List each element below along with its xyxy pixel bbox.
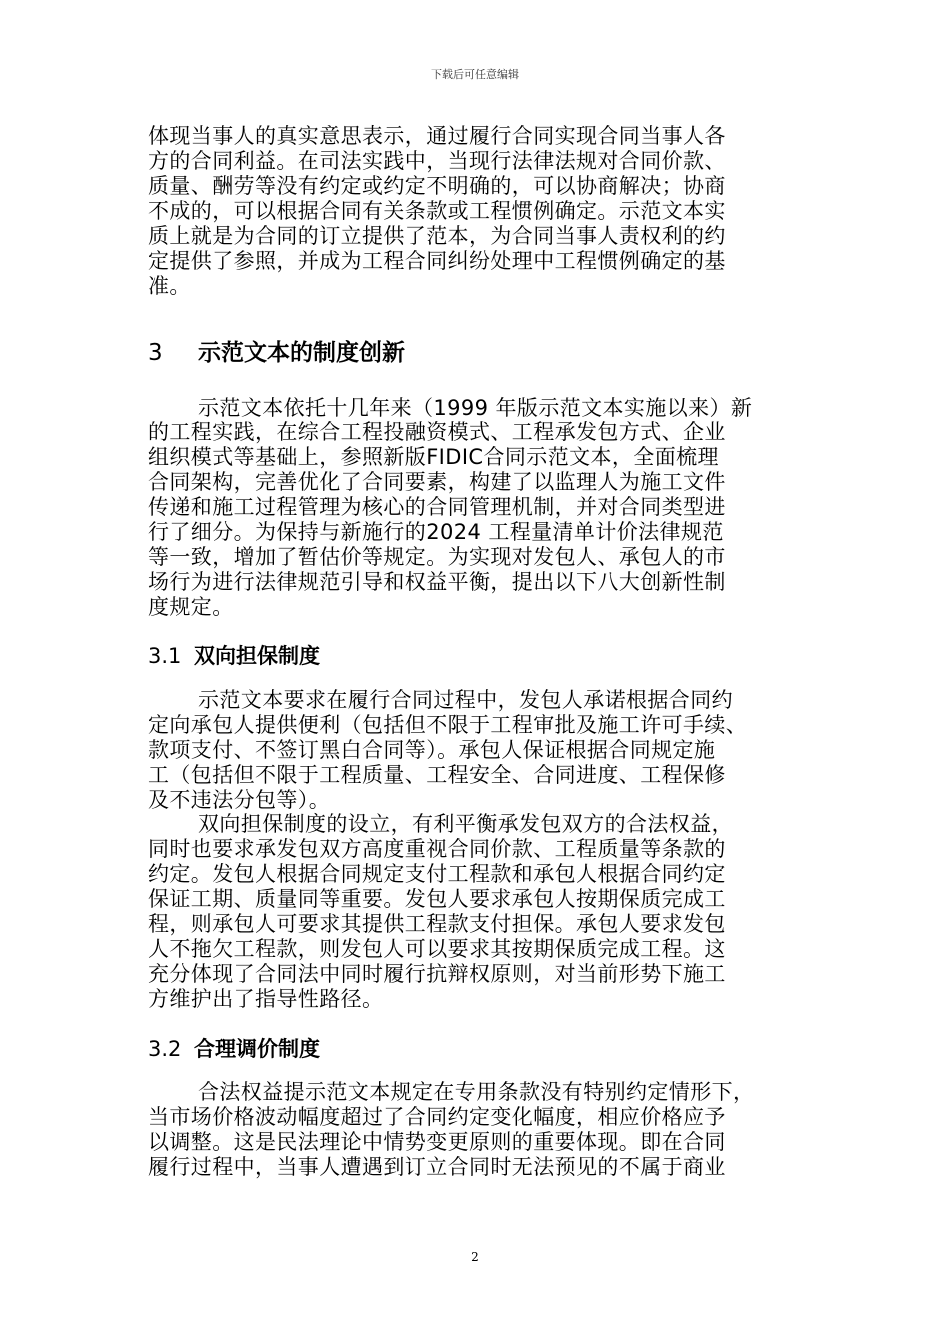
intro-line: 质量、酬劳等没有约定或约定不明确的，可以协商解决；协商 bbox=[148, 174, 726, 198]
section-number: 3.2 bbox=[148, 1037, 182, 1061]
section-heading-3-2 bbox=[148, 1033, 320, 1063]
intro-line: 准。 bbox=[148, 274, 191, 298]
body-line: 等一致，增加了暂估价等规定。为实现对发包人、承包人的市 bbox=[148, 545, 726, 569]
section-heading-3-1 bbox=[148, 640, 320, 670]
body-line: 方维护出了指导性路径。 bbox=[148, 987, 384, 1011]
body-line: 传递和施工过程管理为核心的合同管理机制，并对合同类型进 bbox=[148, 495, 726, 519]
intro-line: 方的合同利益。在司法实践中，当现行法律法规对合同价款、 bbox=[148, 149, 726, 173]
intro-line: 定提供了参照，并成为工程合同纠纷处理中工程惯例确定的基 bbox=[148, 249, 726, 273]
page-number: 2 bbox=[471, 1250, 479, 1264]
body-line: 合同架构，完善优化了合同要素，构建了以监理人为施工文件 bbox=[148, 470, 726, 494]
body-line: 款项支付、不签订黑白合同等）。承包人保证根据合同规定施 bbox=[148, 738, 716, 762]
body-line: 组织模式等基础上，参照新版FIDIC合同示范文本，全面梳理 bbox=[148, 445, 719, 469]
body-line: 及不违法分包等）。 bbox=[148, 788, 331, 812]
body-line: 程，则承包人可要求其提供工程款支付担保。承包人要求发包 bbox=[148, 912, 726, 936]
body-line: 示范文本依托十几年来（1999 年版示范文本实施以来）新 bbox=[198, 396, 753, 420]
body-line: 履行过程中，当事人遭遇到订立合同时无法预见的不属于商业 bbox=[148, 1155, 726, 1179]
section-title: 合理调价制度 bbox=[194, 1037, 320, 1061]
body-line: 双向担保制度的设立，有利平衡承发包双方的合法权益， bbox=[198, 812, 733, 836]
section-title: 双向担保制度 bbox=[194, 644, 320, 668]
body-line: 场行为进行法律规范引导和权益平衡，提出以下八大创新性制 bbox=[148, 570, 726, 594]
body-line: 度规定。 bbox=[148, 595, 234, 619]
body-line: 充分体现了合同法中同时履行抗辩权原则，对当前形势下施工 bbox=[148, 962, 726, 986]
body-line: 保证工期、质量同等重要。发包人要求承包人按期保质完成工 bbox=[148, 887, 726, 911]
body-line: 当市场价格波动幅度超过了合同约定变化幅度，相应价格应予 bbox=[148, 1105, 726, 1129]
body-line: 工（包括但不限于工程质量、工程安全、合同进度、工程保修 bbox=[148, 763, 726, 787]
section-number: 3 bbox=[148, 340, 163, 366]
body-line: 的工程实践，在综合工程投融资模式、工程承发包方式、企业 bbox=[148, 420, 726, 444]
body-line: 定向承包人提供便利（包括但不限于工程审批及施工许可手续、 bbox=[148, 713, 748, 737]
body-line: 示范文本要求在履行合同过程中，发包人承诺根据合同约 bbox=[198, 688, 733, 712]
intro-line: 不成的，可以根据合同有关条款或工程惯例确定。示范文本实 bbox=[148, 199, 726, 223]
body-line: 同时也要求承发包双方高度重视合同价款、工程质量等条款的 bbox=[148, 837, 726, 861]
body-line: 合法权益提示范文本规定在专用条款没有特别约定情形下， bbox=[198, 1080, 755, 1104]
intro-line: 体现当事人的真实意思表示，通过履行合同实现合同当事人各 bbox=[148, 124, 726, 148]
body-line: 以调整。这是民法理论中情势变更原则的重要体现。即在合同 bbox=[148, 1130, 726, 1154]
section-title: 示范文本的制度创新 bbox=[198, 340, 405, 366]
section-heading-3 bbox=[148, 334, 405, 367]
body-line: 约定。发包人根据合同规定支付工程款和承包人根据合同约定 bbox=[148, 862, 726, 886]
body-line: 人不拖欠工程款，则发包人可以要求其按期保质完成工程。这 bbox=[148, 937, 726, 961]
body-line: 行了细分。为保持与新施行的2024 工程量清单计价法律规范 bbox=[148, 520, 724, 544]
intro-line: 质上就是为合同的订立提供了范本，为合同当事人责权利的约 bbox=[148, 224, 726, 248]
section-number: 3.1 bbox=[148, 644, 182, 668]
header-note: 下载后可任意编辑 bbox=[431, 68, 519, 81]
